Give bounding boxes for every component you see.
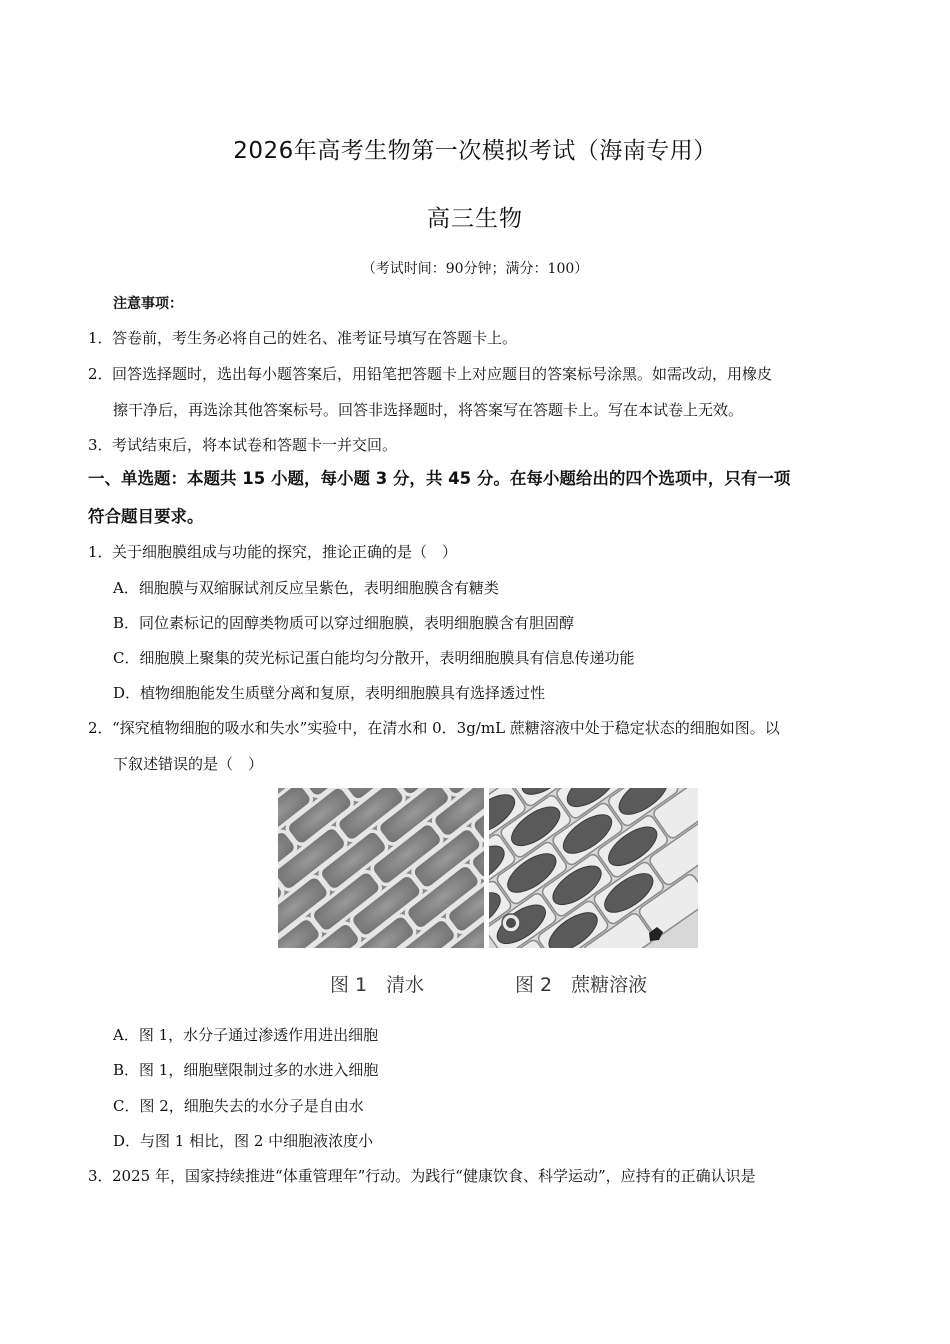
notes-heading: 注意事项： xyxy=(113,296,183,312)
question-1-option-b: B．同位素标记的固醇类物质可以穿过细胞膜，表明细胞膜含有胆固醇 xyxy=(113,614,575,632)
question-1-option-a: A．细胞膜与双缩脲试剂反应呈紫色，表明细胞膜含有糖类 xyxy=(113,579,499,597)
note-item xyxy=(88,435,397,455)
question-number: 1． xyxy=(88,543,113,561)
cell-micrograph-figure xyxy=(278,788,698,998)
note-number: 2． xyxy=(88,365,113,383)
question-1-option-d: D．植物细胞能发生质壁分离和复原，表明细胞膜具有选择透过性 xyxy=(113,684,546,702)
note-text: 答卷前，考生务必将自己的姓名、准考证号填写在答题卡上。 xyxy=(112,329,518,347)
question-2-option-a: A．图 1，水分子通过渗透作用进出细胞 xyxy=(113,1026,379,1044)
figure-2-caption: 图 2 蔗糖溶液 xyxy=(515,974,648,996)
question-1-stem xyxy=(88,542,457,562)
page-title: 2026年高考生物第一次模拟考试（海南专用） xyxy=(233,138,717,164)
question-text: 关于细胞膜组成与功能的探究，推论正确的是（ ） xyxy=(112,543,458,561)
question-2-option-d: D．与图 1 相比，图 2 中细胞液浓度小 xyxy=(113,1132,374,1150)
question-2-stem xyxy=(88,718,780,738)
question-number: 3． xyxy=(88,1167,113,1185)
note-item xyxy=(88,328,517,348)
figure-1-caption: 图 1 清水 xyxy=(330,974,425,996)
question-2-option-b: B．图 1，细胞壁限制过多的水进入细胞 xyxy=(113,1061,379,1079)
question-2-option-c: C．图 2，细胞失去的水分子是自由水 xyxy=(113,1097,364,1115)
onion-cells-in-water-image xyxy=(278,788,484,948)
note-text: 回答选择题时，选出每小题答案后，用铅笔把答题卡上对应题目的答案标号涂黑。如需改动，用橡皮 xyxy=(112,365,773,383)
question-text: 2025 年，国家持续推进“体重管理年”行动。为践行“健康饮食、科学运动”，应持有的正确认识是 xyxy=(112,1167,756,1185)
question-number: 2． xyxy=(88,719,113,737)
question-2-stem-continued: 下叙述错误的是（ ） xyxy=(113,755,264,773)
note-text-continued: 擦干净后，再选涂其他答案标号。回答非选择题时，将答案写在答题卡上。写在本试卷上无效。 xyxy=(113,401,744,419)
page-subtitle: 高三生物 xyxy=(427,206,523,232)
question-text: “探究植物细胞的吸水和失水”实验中，在清水和 0．3g/mL 蔗糖溶液中处于稳定状态的细胞如图。以 xyxy=(112,719,780,737)
question-1-option-c: C．细胞膜上聚集的荧光标记蛋白能均匀分散开，表明细胞膜具有信息传递功能 xyxy=(113,649,635,667)
note-number: 3． xyxy=(88,436,113,454)
section-heading-continued: 符合题目要求。 xyxy=(88,507,204,526)
onion-cells-in-sucrose-image xyxy=(489,788,698,948)
exam-info: （考试时间：90分钟；满分：100） xyxy=(361,261,589,277)
question-3-stem xyxy=(88,1166,756,1186)
note-item xyxy=(88,364,772,384)
note-text: 考试结束后，将本试卷和答题卡一并交回。 xyxy=(112,436,398,454)
note-number: 1． xyxy=(88,329,113,347)
section-heading: 一、单选题：本题共 15 小题，每小题 3 分，共 45 分。在每小题给出的四个选项中，只有一项 xyxy=(88,469,791,488)
